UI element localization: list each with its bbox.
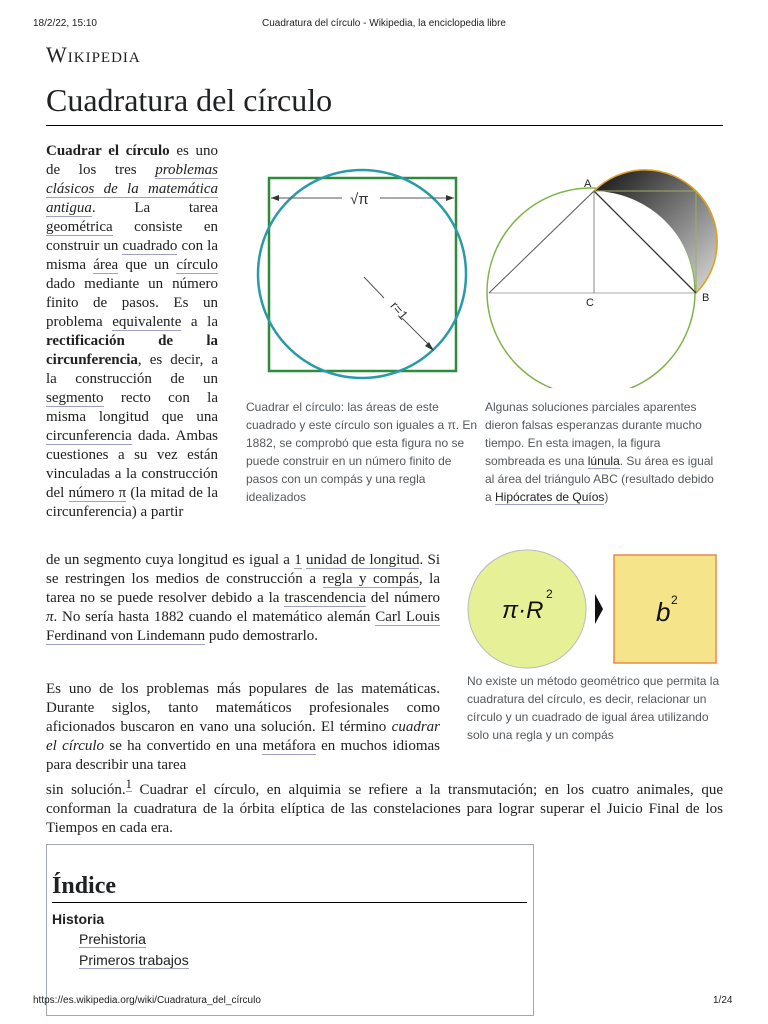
intro-paragraph-narrow — [46, 142, 218, 522]
second-paragraph-narrow — [46, 680, 440, 775]
link-problemas-clasicos[interactable]: problemas clásicos de la matemática antigua — [46, 162, 218, 216]
text: con la misma — [46, 238, 218, 273]
link-area[interactable]: área — [93, 257, 119, 273]
text: a la — [181, 314, 218, 330]
link-numero-pi[interactable]: número π — [68, 485, 127, 501]
text: que un — [118, 257, 177, 273]
text: , es decir, a la construcción de un — [46, 352, 218, 387]
link-hipocrates[interactable]: Hipócrates de Quíos — [495, 490, 605, 504]
link-cuadrado[interactable]: cuadrado — [122, 238, 178, 254]
link-uno[interactable]: 1 — [294, 552, 302, 568]
toc-item-prehistoria[interactable]: Prehistoria — [79, 931, 146, 947]
radius-line-a — [364, 277, 384, 298]
link-lunula[interactable]: lúnula — [587, 454, 620, 468]
text: . Su área es igual al área del triángulo ABC (resultado debido a — [485, 454, 714, 504]
pi-symbol: π — [46, 609, 54, 625]
print-url: https://es.wikipedia.org/wiki/Cuadratura_del_círculo — [33, 995, 261, 1006]
text: sin solución. — [46, 782, 126, 798]
figure3-caption: No existe un método geométrico que permita la cuadratura del círculo, es decir, relacionar un círculo y un cuadrado de igual área utilizando solo una regla y un compás — [467, 674, 720, 742]
text: de un segmento cuya longitud es igual a — [46, 552, 295, 568]
toc-rule — [52, 902, 527, 903]
text: recto con la misma longitud que una — [46, 390, 218, 425]
arrow-left-icon — [271, 195, 279, 201]
text: (la mitad de la circunferencia) a partir — [46, 485, 218, 520]
toc-item-primeros-trabajos[interactable]: Primeros trabajos — [79, 952, 189, 968]
intro-paragraph-wide — [46, 551, 440, 646]
text: Algunas soluciones parciales aparentes dieron falsas esperanzas durante mucho tiempo. En esta imagen, la figura sombreada es una — [485, 400, 702, 468]
figure1-caption: Cuadrar el círculo: las áreas de este cuadrado y este círculo son iguales a π. En 1882, se comprobó que esta figura no se puede construir en un número finito de pasos con un compás y una regla idealizados — [246, 400, 478, 504]
figure-lune — [484, 163, 722, 388]
text: en muchos idiomas para describir una tarea — [46, 738, 440, 773]
toc-title: Índice — [52, 873, 117, 899]
title-rule — [46, 125, 723, 126]
text: Cuadrar el círculo, en alquimia se refiere a la transmutación; en los cuatro animales, que conforman la cuadratura de la órbita elíptica de las constelaciones para lograr superar el Juicio Final de los Tiempos en cada era. — [46, 782, 723, 836]
formula-b-exponent: 2 — [671, 593, 678, 607]
italic-term: cuadrar el círculo — [46, 719, 440, 754]
text: pudo demostrarlo. — [205, 628, 319, 644]
link-unidad-de-longitud[interactable]: unidad de longitud — [305, 552, 420, 568]
figure-circle-to-square — [466, 548, 722, 670]
text: se ha convertido en una — [104, 738, 263, 754]
print-page-number: 1/24 — [713, 995, 733, 1006]
link-metafora[interactable]: metáfora — [262, 738, 316, 754]
bold-term: Cuadrar el círculo — [46, 143, 170, 159]
text: ) — [604, 490, 609, 504]
text: . Si se restringen los medios de construcción a — [46, 552, 441, 587]
text: dado mediante un número finito de pasos. Es un problema — [46, 276, 218, 330]
link-circunferencia[interactable]: circunferencia — [46, 428, 132, 444]
print-page-title: Cuadratura del círculo - Wikipedia, la enciclopedia libre — [261, 18, 506, 29]
link-equivalente[interactable]: equivalente — [112, 314, 182, 330]
text: , la tarea no se puede resolver debido a la — [46, 571, 441, 606]
link-geometrica[interactable]: geométrica — [46, 219, 113, 235]
link-trascendencia[interactable]: trascendencia — [284, 590, 367, 606]
radius-arrow-icon — [425, 342, 434, 351]
wikipedia-logo[interactable]: Wikipedia — [46, 42, 141, 67]
text: . La tarea — [91, 200, 218, 216]
arrow-right-icon — [595, 594, 603, 624]
table-of-contents — [46, 844, 534, 1016]
arrow-right-icon — [446, 195, 454, 201]
text: dada. Ambas cuestiones a su vez están vinculadas a la construcción del — [46, 428, 218, 501]
label-r: r=1 — [387, 298, 412, 323]
lune-shaded — [594, 170, 717, 293]
link-lindemann[interactable]: Carl Louis Ferdinand von Lindemann — [46, 609, 440, 644]
text: es uno de los tres — [46, 143, 218, 178]
page-title: Cuadratura del círculo — [46, 82, 333, 118]
text: consiste en construir un — [46, 219, 218, 254]
formula-pi-r: π·R — [502, 597, 544, 624]
reference-link[interactable]: 1 — [125, 777, 132, 791]
second-paragraph-wide — [46, 775, 723, 838]
triangle-side-left — [489, 191, 594, 293]
text: . No sería hasta 1882 cuando el matemático alemán — [53, 609, 376, 625]
label-c: C — [586, 297, 594, 309]
link-segmento[interactable]: segmento — [46, 390, 104, 406]
label-a: A — [584, 178, 592, 190]
text: del número — [366, 590, 440, 606]
text: Es uno de los problemas más populares de las matemáticas. Durante siglos, tanto matemáticos profesionales como aficionados buscaron en vano una solución. El término — [46, 681, 440, 735]
print-datetime: 18/2/22, 15:10 — [33, 18, 97, 29]
bold-term: rectificación de la circunferencia — [46, 333, 218, 368]
link-regla-y-compas[interactable]: regla y compás — [322, 571, 419, 587]
formula-pi-r-exponent: 2 — [546, 587, 553, 601]
label-sqrt-pi: √π — [350, 191, 369, 208]
label-b: B — [702, 292, 710, 304]
figure2-caption — [485, 398, 717, 506]
link-circulo[interactable]: círculo — [176, 257, 218, 273]
figure-square-circle — [252, 160, 474, 390]
formula-b: b — [656, 597, 671, 627]
toc-section-historia[interactable]: Historia — [52, 911, 105, 927]
